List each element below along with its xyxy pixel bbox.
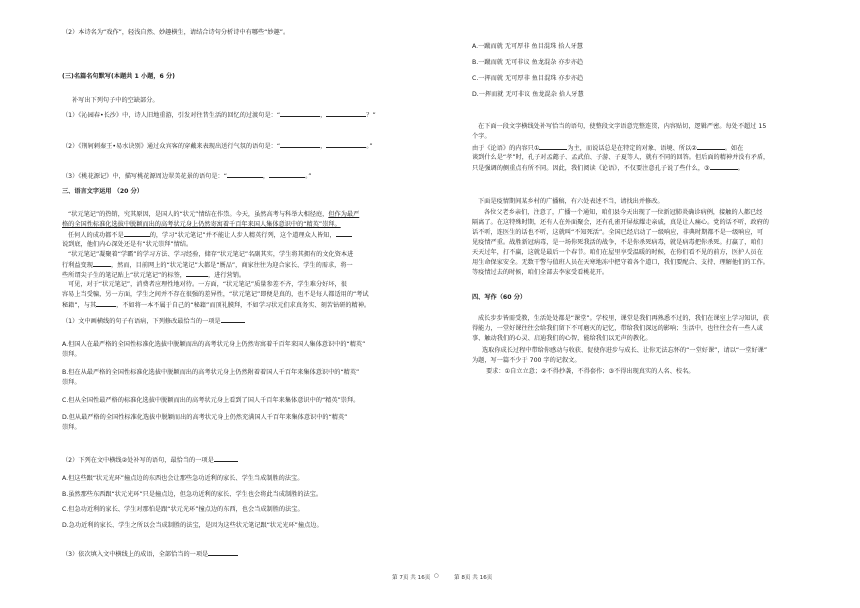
passage-line [62, 270, 245, 280]
fill-item-2-comma: ， [320, 143, 327, 150]
passage-line: 容易上当受骗，另一方面，学生之间并不存在很强的差异性，“状元笔记”即便是真的，也不是每人都适用的“考试 [62, 291, 369, 298]
answer-blank[interactable] [280, 110, 320, 117]
q3-option-b[interactable]: B.一蹴而就 无可非议 鱼龙混杂 亦步亦趋 [472, 59, 584, 66]
passage-text: 秘籍”，与其 [62, 302, 97, 309]
essay-prompt-line: 事、触动我们的心灵、启迪我们的心智，能给我们以无声的教化。 [472, 335, 652, 342]
fill-item-1 [62, 110, 376, 120]
broadcast-line: 用生命保家安全。无数干警与值班人员在天寒地冻中把守着各个道口，我们要配合、支持、理解他们的工作。 [472, 259, 769, 266]
fill-item-1-text: （1）《沁园春•长沙》中，诗人旧地重游，引发对往昔生活的回忆的过渡句是：“ [62, 112, 281, 119]
fill-item-3-text: （3）《桃花源记》中，描写桃花源周边翠美花景的语句是：“ [62, 173, 227, 180]
answer-blank[interactable] [326, 110, 366, 117]
answer-blank[interactable] [227, 171, 263, 178]
answer-blank[interactable] [186, 270, 208, 277]
essay-prompt-line: 得能力，一堂好课往往会给我们留下不可磨灭的记忆，带给我们深远的影响；生活中，也往往会有一些人或 [472, 325, 763, 332]
q3-option-a[interactable]: A.一蹴而就 无可厚非 鱼目混珠 拾人牙慧 [472, 43, 583, 50]
option-a[interactable]: A.但国人在最严格的全国性标准化选拔中脱颖而出的高考状元身上仍然寄寓着千百年来国人集体意识中的“精英” [62, 341, 366, 348]
q2-option-a[interactable]: A.但这些跟“状元光环”撞点边的东西也会让那些急功近利的家长、学生当成制胜的法宝。 [62, 475, 304, 482]
passage-text: 任何人的成功都不是 [68, 232, 124, 239]
essay-requirements: 要求：①自立立意；②不得抄袭，不得套作；③不得出现真实的人名、校名。 [486, 368, 695, 375]
analects-text: 。如在 [724, 145, 744, 152]
left-page-column [62, 0, 447, 608]
passage-text: ，然而，目前网上的“状元笔记”大都是“赝品”，商家往往为迎合家长、学生的需求，将一 [110, 262, 353, 269]
fill-item-1-end: ？” [366, 112, 376, 119]
binding-circle-icon: ○ [434, 573, 439, 579]
analects-text: 由于《论语》的内容只① [472, 145, 540, 152]
answer-blank[interactable] [539, 143, 567, 150]
section-writing-heading: 四、写作（60 分） [472, 294, 527, 301]
analects-text: 只是强调的侧重点有所不同。因此，我们阅读《论语》，不仅要注意孔子说了些什么，③ [472, 165, 710, 172]
answer-blank[interactable] [280, 141, 320, 148]
essay-prompt-line: 成长步步皆需受教，生活处处都是“课堂”。学校里，课堂是我们再熟悉不过的，我们在课室上学习知识，获 [478, 315, 770, 322]
option-a-cont: 崇拜。 [62, 351, 81, 358]
underlined-sentence: 格的全国性标准化选拔中脱颖而出的高考状元身上仍然寄寓着千百年来国人集体意识中的“精英”崇拜。 [62, 221, 341, 228]
question-2-text: （2）下列在文中横线②处补写的语句，最恰当的一项是 [62, 457, 214, 464]
essay-prompt-line: 为题，写一篇不少于 700 字的记叙文。 [472, 357, 581, 364]
passage-text: “状元笔记”的热销，究其原因，是国人的“状元”情结在作祟。今天，虽然高考与科举大相径庭， [68, 211, 329, 218]
page-number-right: 第 8页 共 16页 [454, 575, 493, 581]
question-3 [62, 549, 238, 559]
broadcast-line: 话不听，连医生的话也不听，这就叫“不知死活”。全国已经启动了一级响应，非典时期都不是一级响应，可 [472, 229, 764, 236]
question-1-text: （1）文中画横线的句子有语病，下列修改最恰当的一项是 [62, 318, 221, 325]
passage-line: “状元笔记”凝聚着“学霸”的学习方法、学习经验，储存“状元笔记”名副其实，学生将其拥有的文化资本进 [68, 251, 354, 258]
broadcast-line: 隔离了。在这特殊时期，还有人在外面聚会，还有孔雀开屏炫耀走亲戚，真是让人痛心。党的话不听，政府的 [472, 219, 769, 226]
option-d[interactable]: D.但从最严格的全国性标准化选拔中脱颖而出的高考状元身上仍然充满国人千百年来集体意识中的“精英” [62, 414, 348, 421]
question-3-text: （3）依次填入文中横线上的成语，全部恰当的一项是 [62, 551, 209, 558]
passage-line: 说到底，他们内心深处还是有“状元崇拜”情结。 [62, 241, 193, 248]
fill-item-2 [62, 141, 373, 151]
fill-item-3 [62, 171, 311, 181]
answer-blank[interactable] [124, 230, 150, 237]
answer-blank[interactable] [336, 230, 352, 237]
option-b-cont: 崇拜。 [62, 379, 81, 386]
fill-item-3-comma: ， [262, 173, 270, 180]
fill-instruction: 补写出下列句子中的空缺部分。 [72, 97, 159, 104]
q2-option-d[interactable]: D.急功近利的家长、学生之所以会当成制胜的法宝，是因为这些状元笔记跟“状元光环”撞点边。 [62, 522, 323, 529]
broadcast-line: 等疫情过去的时候，咱们全部去李家受看桃花开。 [472, 269, 609, 276]
page-number-left: 第 7页 共 16页 [392, 575, 431, 581]
answer-blank[interactable] [208, 549, 238, 556]
section-language-heading: 三、语言文字运用 （20 分） [62, 188, 143, 195]
q3-option-c[interactable]: C.一挥而就 无可厚非 鱼目混珠 亦步亦趋 [472, 75, 584, 82]
passage-line [62, 300, 370, 310]
passage-line [68, 210, 359, 219]
passage-line [68, 230, 352, 240]
passage-text: 些所谓尖子生的笔记贴上“状元笔记”的标签， [62, 272, 186, 279]
answer-blank[interactable] [221, 316, 245, 323]
underlined-sentence: 但作为最严 [328, 211, 360, 218]
fill-item-2-end: 。” [366, 143, 373, 150]
answer-blank[interactable] [214, 455, 238, 462]
analects-line [472, 143, 743, 153]
analects-text: 。 [737, 165, 744, 172]
passage-text: ，进行营销。 [207, 272, 246, 279]
question-2 [62, 455, 238, 465]
q2-option-c[interactable]: C.但急功近利的家长、学生对那怕是跟“状元光环”撞点边的东西，也会当成制胜的法宝。 [62, 506, 304, 513]
answer-blank[interactable] [697, 143, 725, 150]
answer-blank[interactable] [326, 141, 366, 148]
fill-item-3-end: 。” [305, 173, 312, 180]
answer-blank[interactable] [93, 260, 111, 267]
fill-sentence-instruction: 在下面一段文字横线处补写恰当的语句，使整段文字语意完整连贯，内容贴切，逻辑严密。每处不超过 15 [478, 123, 767, 130]
analects-line: 谈到什么是“孝”时，孔子对孟懿子、孟武伯、子游、子夏等人，就有不同的回答。但后面的精神并没有矛盾， [472, 154, 770, 161]
option-d-cont: 崇拜。 [62, 424, 81, 431]
passage-text: 行利益变现 [62, 262, 93, 269]
fill-item-1-comma: ， [320, 112, 327, 119]
question-1 [62, 316, 245, 326]
section-famous-lines-title: (三)名篇名句默写(本题共 1 小题，6 分) [62, 73, 176, 80]
q2-option-b[interactable]: B.虽然那些东西跟“状元光环”只是撞点边，但急功近利的家长、学生也会将此当成制胜的法宝。 [62, 491, 323, 498]
fill-sentence-instruction-cont: 个字。 [472, 133, 491, 140]
right-page-column [472, 0, 857, 608]
analects-line [472, 163, 744, 173]
broadcast-line: 见疫情严重。战胜新冠病毒，是一场你死我活的战争，不是你杀死病毒，就是病毒把你杀死。打赢了，咱们 [472, 239, 763, 246]
option-c[interactable]: C.但从全国性最严格的标准化选拔中脱颖而出的高考状元身上看到了国人千百年来集体意识中的“精英”崇拜。 [62, 397, 360, 404]
analects-text: 为主，而说话总是在特定的对象、语境、所以② [567, 145, 697, 152]
answer-blank[interactable] [269, 171, 305, 178]
broadcast-line: 各位父老乡亲们，注意了，广播一个通知，咱们县今天出现了一位新冠肺炎确诊病例，接触的人都已经 [484, 209, 763, 216]
answer-blank[interactable] [96, 300, 116, 307]
passage-line [62, 260, 353, 270]
q3-option-d[interactable]: D.一挥而就 无可非议 鱼龙混杂 拾人牙慧 [472, 91, 584, 98]
passage-text: ，不如将一本不属于自己的“秘籍”而顶礼膜拜，不如学习状元们求真务实、刻苦钻研的精神。 [116, 302, 371, 309]
fill-item-2-text: （2）《荆轲刺秦王•易水诀别》通过众宾客的穿戴来表现出送行气氛的语句是：“ [62, 143, 281, 150]
passage-line: 可见，对于“状元笔记”，消费者应理性地对待。一方面，“状元笔记”质量参差不齐，学生难分好坏，很 [68, 281, 347, 288]
broadcast-instruction: 下面是疫情期间某乡村的广播稿，有六处表述不当，请找出并修改。 [478, 198, 664, 205]
option-b[interactable]: B.但在从最严格的全国性标准化选拔中脱颖而出的高考状元身上仍然附着着国人千百年来集体意识中的“精英” [62, 369, 360, 376]
passage-text: 的，学习“状元笔记”并不能让人步人精英行列，这个道理众人皆知， [149, 232, 336, 239]
essay-prompt-line: 选取你成长过程中带给你感动与收获、促使你进步与成长、让你无法忘怀的“一堂好课”，请以“一堂好课” [482, 347, 768, 354]
broadcast-line: 天天过年，打不赢，这就是最后一个春节。咱们在屋里享受温暖的时候，在你们看不见的前方，医护人员在 [472, 249, 763, 256]
answer-blank[interactable] [710, 163, 738, 170]
poem-question-2: （2）本诗名为“戏作”，轻浅自然、妙趣横生，请结合诗句分析诗中有哪些“妙趣”。 [62, 29, 290, 36]
